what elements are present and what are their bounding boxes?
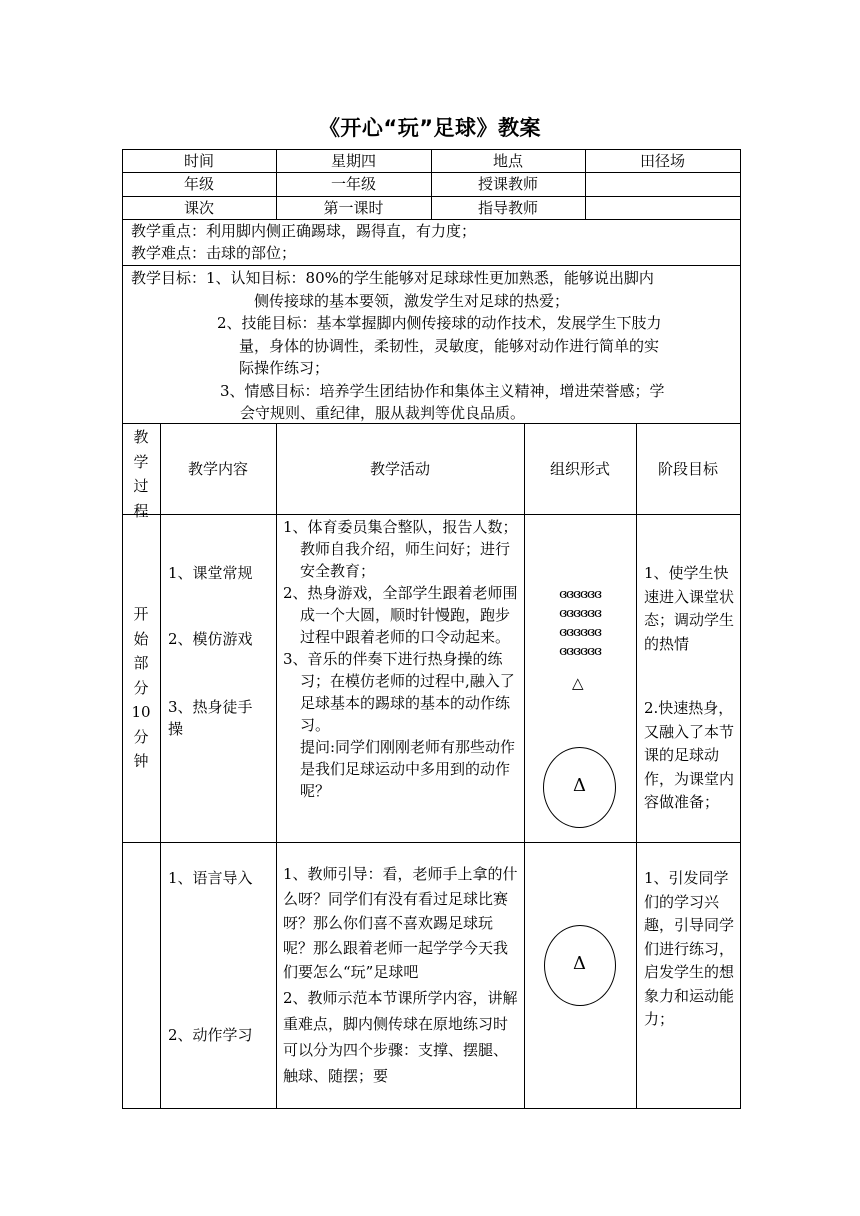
student-formation xyxy=(530,585,630,661)
teacher-label: 授课教师 xyxy=(477,175,538,193)
guide-label: 指导教师 xyxy=(477,199,538,217)
key-point: 教学重点：利用脚内侧正确踢球，踢得直，有力度； xyxy=(131,222,477,240)
objective-line: 际操作练习； xyxy=(239,359,330,377)
activity-list xyxy=(283,862,519,1089)
stage-goal: 1、引发同学们的学习兴趣，引导同学们进行练习，启发学生的想象力和运动能力； xyxy=(644,869,735,1028)
stage-goal: 2.快速热身，又融入了本节课的足球动作，为课堂内容做准备； xyxy=(644,699,735,811)
activity-question: 提问:同学们刚刚老师有那些动作是我们足球运动中多用到的动作呢？ xyxy=(300,738,516,800)
activity-header: 教学活动 xyxy=(369,460,430,478)
difficulty-point: 教学难点：击球的部位； xyxy=(131,244,297,262)
activity-item: 1、教师引导：看，老师手上拿的什么呀？同学们有没有看过足球比赛呀？那么你们喜不喜欢踢足球玩呢？那么跟着老师一起学学今天我们要怎么“玩”足球吧 xyxy=(283,865,518,981)
place-label: 地点 xyxy=(492,152,523,170)
activity-item: 2、热身游戏，全部学生跟着老师围成一个大圆，顺时针慢跑，跑步过程中跟着老师的口令动起来。 xyxy=(283,584,518,646)
teacher-delta-icon: Δ xyxy=(573,953,586,974)
lesson-value: 第一课时 xyxy=(323,199,384,217)
formation-row: ɞɞɞɞɞɞ xyxy=(559,606,601,621)
lesson-label: 课次 xyxy=(183,199,214,217)
activity-item: 2、教师示范本节课所学内容，讲解重难点，脚内侧传球在原地练习时可以分为四个步骤：支撑、摆腿、触球、随摆；要 xyxy=(283,988,518,1085)
objective-line: 2、技能目标：基本掌握脚内侧传接球的动作技术，发展学生下肢力 xyxy=(217,314,662,332)
formation-row: ɞɞɞɞɞɞ xyxy=(559,625,601,640)
objective-line: 量，身体的协调性，柔韧性，灵敏度，能够对动作进行简单的实 xyxy=(239,336,660,355)
page-title: 《开心“玩”足球》教案 xyxy=(318,116,542,140)
content-item: 1、语言导入 xyxy=(168,869,253,887)
content-item: 操 xyxy=(168,720,184,738)
objective-line: 3、情感目标：培养学生团结协作和集体主义精神，增进荣誉感；学 xyxy=(220,381,665,400)
activity-item: 1、体育委员集合整队，报告人数；教师自我介绍，师生问好；进行安全教育； xyxy=(283,518,518,580)
grade-value: 一年级 xyxy=(330,175,376,193)
content-item: 1、课堂常规 xyxy=(168,564,253,582)
content-item: 2、模仿游戏 xyxy=(168,630,253,648)
phase-start-label: 开 始 部 分 10 分 钟 xyxy=(131,605,151,770)
time-value: 星期四 xyxy=(330,152,376,170)
formation-row: ɞɞɞɞɞɞ xyxy=(559,587,601,602)
process-header: 教 学 过 程 xyxy=(133,428,149,520)
content-item: 2、动作学习 xyxy=(168,1026,253,1044)
goal-header: 阶段目标 xyxy=(657,460,718,478)
grade-label: 年级 xyxy=(183,175,214,193)
key-points xyxy=(131,220,731,264)
objective-line: 侧传接球的基本要领，激发学生对足球的热爱； xyxy=(254,291,570,310)
objective-line: 教学目标：1、认知目标：80%的学生能够对足球球性更加熟悉，能够说出脚内 xyxy=(131,269,654,287)
objective-line: 会守规则、重纪律，服从裁判等优良品质。 xyxy=(240,404,526,422)
organization-header: 组织形式 xyxy=(549,460,610,478)
activity-item: 3、音乐的伴奏下进行热身操的练习；在模仿老师的过程中,融入了足球基本的踢球的基本的动作练习。 xyxy=(283,650,515,734)
stage-goal: 1、使学生快速进入课堂状态；调动学生的热情 xyxy=(644,564,735,653)
time-label: 时间 xyxy=(183,152,214,170)
content-header: 教学内容 xyxy=(187,460,248,478)
place-value: 田径场 xyxy=(639,152,685,170)
activity-list xyxy=(283,516,519,802)
teacher-delta-icon: Δ xyxy=(573,775,586,796)
teacher-triangle-icon: △ xyxy=(572,674,584,692)
formation-row: ɞɞɞɞɞɞ xyxy=(559,644,601,659)
content-item: 3、热身徒手 xyxy=(168,698,253,716)
teaching-objectives xyxy=(131,267,736,425)
